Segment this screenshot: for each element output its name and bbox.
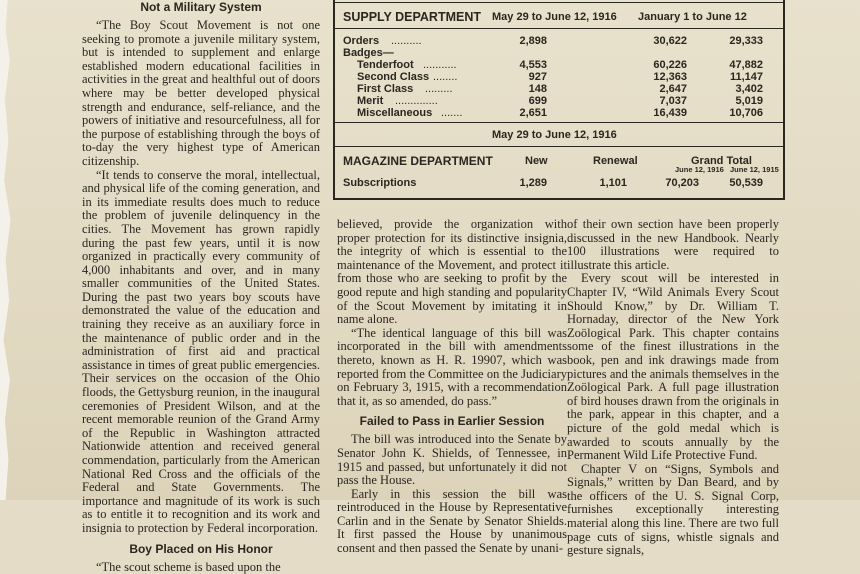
rule: [335, 122, 783, 123]
value-total-1916: 70,203: [665, 177, 699, 189]
supply-period-2: January 1 to June 12: [638, 11, 747, 23]
sub-1915: June 12, 1915: [730, 165, 779, 174]
supply-header: [335, 11, 783, 23]
row-label: Merit: [357, 95, 384, 107]
value-new: 1,289: [519, 177, 547, 189]
value-1916: 12,363: [653, 71, 687, 83]
value-period-1: 4,553: [519, 59, 547, 71]
value-renewal: 1,101: [599, 177, 627, 189]
paragraph: Early in this session the bill was reintroduced in the House by Representative Carlin and in the Senate by Senator Shields. It first passed the House by unanimous consent and then passed the Senate by unani-: [337, 486, 567, 556]
leader-dots: ..........: [391, 35, 422, 47]
paragraph: The bill was introduced into the Senate by Senator John K. Shields, of Tennessee, in 1915 and passed, but unfortunately it did not pass the House.: [337, 432, 567, 488]
rule: [335, 28, 783, 29]
value-1915: 29,333: [729, 35, 763, 47]
row-label: First Class: [357, 83, 414, 95]
value-1915: 10,706: [729, 107, 763, 119]
value-1915: 47,882: [729, 59, 763, 71]
col-grand-total: Grand Total: [691, 155, 752, 167]
paragraph: Every scout will be interested in Chapter IV, “Wild Animals Every Scout Should Know,” by Dr. William T. Hornaday, director of the New York Zoölogical Park. This chapter contains some of the finest illustrations in the book, pen and ink drawings made from pictures and the animals themselves in the Zoölogical Park. A full page illustration of bird houses drawn from the originals in the park, appear in this chapter, and a picture of the gold medal which is awarded to scouts annually by the Permanent Wild Life Protective Fund.: [567, 271, 779, 463]
supply-row-orders: [335, 35, 783, 47]
value-1915: 3,402: [735, 83, 763, 95]
paragraph: believed, provide the organization with proper protection for its distinctive insignia, the integrity of which is essential to the maintenance of the Movement, and protect it from those who are seeking to profit by the good repute and high standing and popularity of the Scout Movement by imitating it in name alone.: [337, 217, 567, 327]
value-1916: 30,622: [653, 35, 687, 47]
supply-row-tenderfoot: [335, 59, 783, 71]
magazine-subheader: [335, 165, 783, 174]
row-label: Orders: [343, 35, 380, 47]
paragraph: “The scout scheme is based upon the: [96, 559, 281, 574]
paragraph: “It tends to conserve the moral, intellectual, and physical life of the coming generation, and in its immediate results does much to reduce the problem of juvenile delinquency in the cities. The Movement has grown rapidly during the past few years, until it is now organized in practically every community of 4,000 inhabitants and over, and in many smaller communities of the United States. During the past two years boy scouts have demonstrated the value of the education and training they receive as an auxiliary force in the maintenance of public order and in the administration of first aid and practical assistance in times of great public emergencies. Their services on the occasion of the Ohio floods, the Gettysburg reunion, in the inaugural ceremonies of President Wilson, and at the recent memorable reunion of the Grand Army of the Republic in Washington attracted Nationwide attention and received general commendation, particularly from the American National Red Cross and the officials of the Federal and State Governments. The importance and magnitude of its work is such as to entitle it to recognition and its work and insignia to protection by Federal incorporation.: [82, 167, 320, 535]
torn-page-edge: [0, 0, 14, 500]
value-1915: 11,147: [729, 71, 763, 83]
paragraph: “The Boy Scout Movement is not one seeking to promote a juvenile military system, but is intended to supplement and enlarge established modern educational facilities in activities in the great and healthful out of doors where may be better developed physical strength and endurance, self-reliance, and the powers of initiative and resourcefulness, all for the purpose of establishing through the boys of to-day the very highest type of American citizenship.: [82, 18, 320, 168]
magazine-row-subscriptions: [335, 177, 783, 189]
col-new: New: [525, 155, 548, 167]
supply-row-first-class: [335, 83, 783, 95]
magazine-period-row: [335, 129, 783, 141]
row-label: Badges—: [343, 47, 394, 59]
leader-dots: ........: [433, 71, 458, 83]
col-renewal: Renewal: [593, 155, 638, 167]
supply-row-merit: [335, 95, 783, 107]
leader-dots: ...........: [423, 59, 457, 71]
rule: [335, 146, 783, 147]
leader-dots: .........: [425, 83, 453, 95]
heading-not-military: Not a Military System: [140, 0, 262, 14]
paragraph: Chapter V on “Signs, Symbols and Signals,” written by Dan Beard, and by the officers of the U. S. Signal Corp, furnishes exceptionally interesting material along this line. There are two full page cuts of signs, whistle signals and gesture signals,: [567, 461, 779, 558]
row-label: Tenderfoot: [357, 59, 414, 71]
right-column: [567, 218, 779, 558]
magazine-title: MAGAZINE DEPARTMENT: [343, 154, 493, 168]
statistics-box: [333, 0, 785, 200]
row-label: Subscriptions: [343, 177, 417, 189]
supply-title: SUPPLY DEPARTMENT: [343, 10, 481, 24]
value-total-1915: 50,539: [729, 177, 763, 189]
value-period-1: 699: [528, 95, 547, 107]
supply-period-1: May 29 to June 12, 1916: [492, 11, 617, 23]
paragraph: of their own section have been properly discussed in the new Handbook. Nearly 100 illustrations were required to illustrate this article.: [567, 217, 779, 272]
sub-1916: June 12, 1916: [675, 165, 724, 174]
top-rule: [335, 2, 783, 3]
value-period-1: 2,898: [519, 35, 547, 47]
value-period-1: 927: [528, 71, 547, 83]
magazine-period: May 29 to June 12, 1916: [492, 129, 617, 141]
value-period-1: 2,651: [519, 107, 547, 119]
middle-column: [337, 218, 567, 556]
value-period-1: 148: [528, 83, 547, 95]
heading-boy-honor: Boy Placed on His Honor: [129, 541, 273, 556]
supply-row-miscellaneous: [335, 107, 783, 119]
heading-failed-to-pass: Failed to Pass in Earlier Session: [359, 414, 545, 429]
row-label: Second Class: [357, 71, 430, 83]
left-column: [82, 0, 320, 574]
value-1916: 2,647: [659, 83, 687, 95]
value-1916: 16,439: [653, 107, 687, 119]
paragraph: “The identical language of this bill was incorporated in the bill with amendments thereto, known as H. R. 19907, which was reported from the Committee on the Judiciary on February 3, 1915, with a recommendation that it, as so amended, do pass.”: [337, 325, 567, 408]
value-1915: 5,019: [735, 95, 763, 107]
value-1916: 7,037: [659, 95, 687, 107]
value-1916: 60,226: [653, 59, 687, 71]
leader-dots: .......: [441, 107, 463, 119]
supply-row-second-class: [335, 71, 783, 83]
row-label: Miscellaneous: [357, 107, 433, 119]
leader-dots: ..............: [395, 95, 438, 107]
supply-row-badges: [335, 47, 783, 59]
